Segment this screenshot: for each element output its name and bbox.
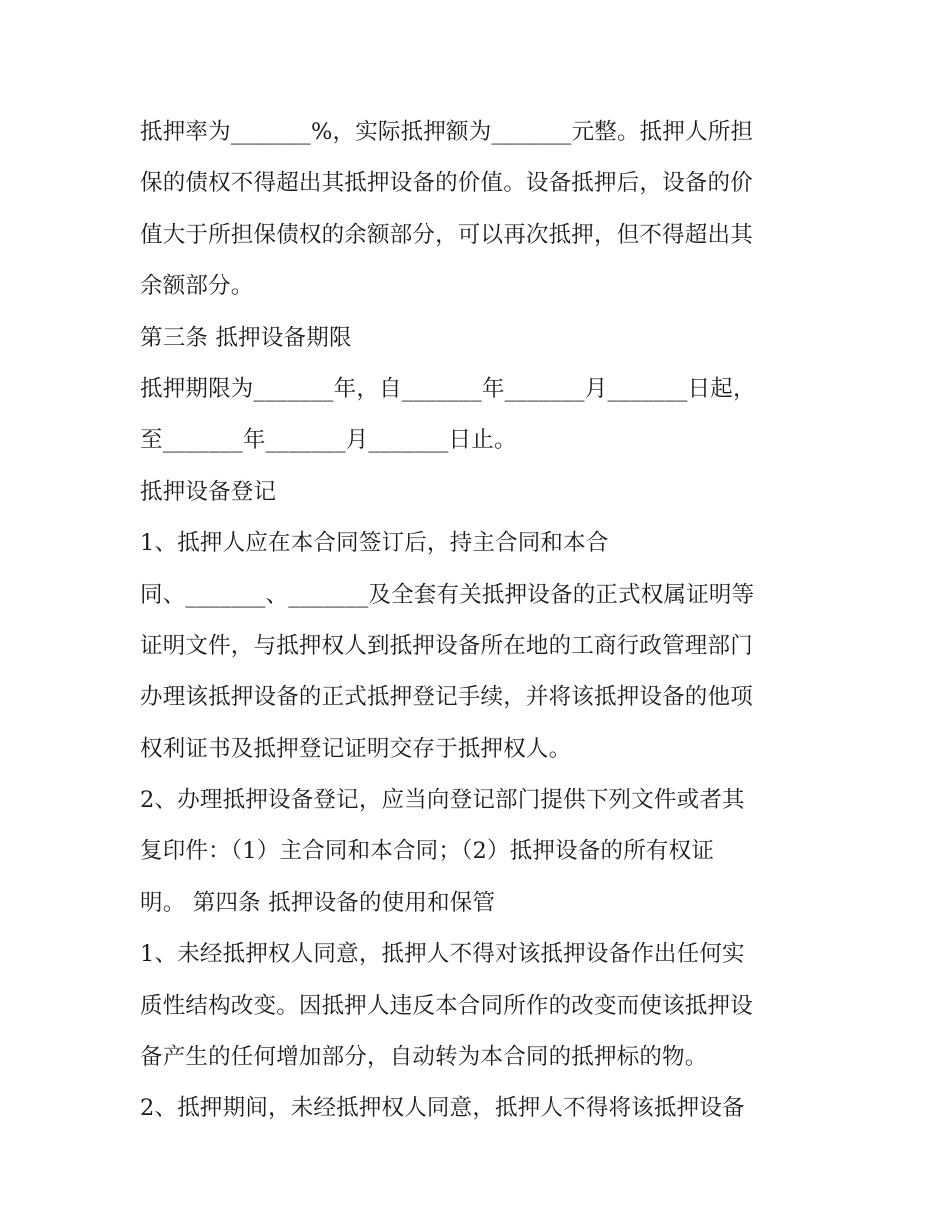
section-heading: 第三条 抵押设备期限 bbox=[140, 324, 352, 351]
paragraph-line: 同、_______、_______及全套有关抵押设备的正式权属证明等 bbox=[140, 581, 755, 608]
paragraph-line: 办理该抵押设备的正式抵押登记手续，并将该抵押设备的他项 bbox=[140, 684, 753, 711]
paragraph-line: 保的债权不得超出其抵押设备的价值。设备抵押后，设备的价 bbox=[140, 170, 753, 197]
paragraph-line: 余额部分。 bbox=[140, 273, 254, 300]
paragraph-line: 质性结构改变。因抵押人违反本合同所作的改变而使该抵押设 bbox=[140, 992, 753, 1019]
paragraph-line: 证明文件，与抵押权人到抵押设备所在地的工商行政管理部门 bbox=[140, 632, 753, 659]
paragraph-line: 至_______年_______月_______日止。 bbox=[140, 427, 517, 454]
paragraph-line: 值大于所担保债权的余额部分，可以再次抵押，但不得超出其 bbox=[140, 221, 753, 248]
paragraph-line: 1、未经抵押权人同意，抵押人不得对该抵押设备作出任何实 bbox=[140, 941, 745, 968]
paragraph-line: 1、抵押人应在本合同签订后，持主合同和本合 bbox=[140, 530, 609, 557]
section-heading: 抵押设备登记 bbox=[140, 478, 277, 505]
paragraph-line: 备产生的任何增加部分，自动转为本合同的抵押标的物。 bbox=[140, 1044, 708, 1071]
document-body bbox=[140, 107, 820, 1135]
paragraph-line: 抵押率为_______%，实际抵押额为_______元整。抵押人所担 bbox=[140, 119, 754, 145]
paragraph-line: 抵押期限为_______年，自_______年_______月_______日起， bbox=[140, 375, 756, 402]
paragraph-line: 权利证书及抵押登记证明交存于抵押权人。 bbox=[140, 735, 572, 762]
paragraph-line: 复印件：（1）主合同和本合同；（2）抵押设备的所有权证 bbox=[140, 838, 715, 865]
paragraph-line: 明。 第四条 抵押设备的使用和保管 bbox=[140, 889, 496, 916]
paragraph-line: 2、办理抵押设备登记，应当向登记部门提供下列文件或者其 bbox=[140, 787, 745, 814]
paragraph-line: 2、抵押期间，未经抵押权人同意，抵押人不得将该抵押设备 bbox=[140, 1095, 745, 1122]
